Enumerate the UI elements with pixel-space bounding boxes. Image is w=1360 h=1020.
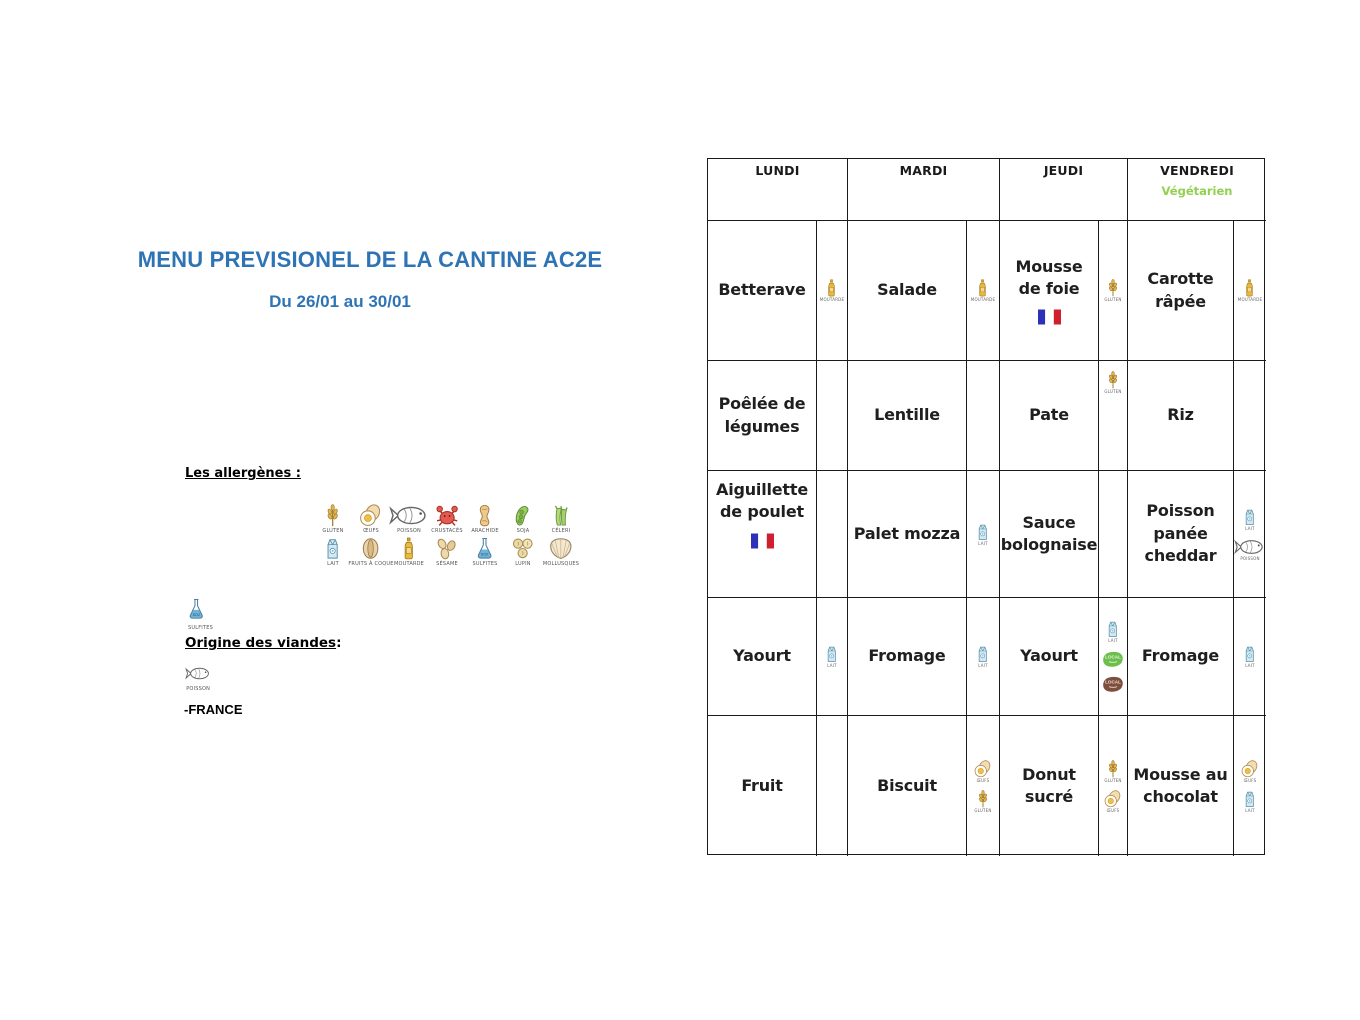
icon-caption: CRUSTACÉS: [431, 528, 463, 534]
icon-caption: LUPIN: [515, 561, 531, 567]
icon-caption: LAIT: [1245, 807, 1255, 813]
day-header-vendredi: [1128, 159, 1266, 221]
lait-icon: [976, 645, 990, 668]
icon-caption: GLUTEN: [1104, 777, 1122, 783]
icon-caption: SULFITES: [188, 625, 213, 631]
icon-caption: SÉSAME: [436, 561, 458, 567]
page-subtitle: Du 26/01 au 30/01: [269, 292, 411, 311]
dish-cell-accompagnements-2: [1000, 361, 1099, 471]
fruits-a-coque-icon: [348, 537, 394, 567]
lait-icon: [825, 645, 839, 668]
icon-caption: SOJA: [516, 528, 530, 534]
allergen-strip-entrees-0: [817, 221, 848, 361]
gluten-icon: [974, 790, 991, 813]
icon-caption: MOUTARDE: [1237, 297, 1263, 302]
allergen-strip-desserts-2: [1099, 716, 1128, 856]
dish-cell-laitages-0: [708, 598, 817, 716]
soja-icon: [504, 504, 542, 534]
allergen-strip-entrees-2: [1099, 221, 1128, 361]
dish-cell-accompagnements-1: [848, 361, 967, 471]
icon-caption: MOUTARDE: [819, 297, 845, 302]
icon-caption: ARACHIDE: [471, 528, 499, 534]
allergen-strip-laitages-1: [967, 598, 1000, 716]
gluten-icon: [1104, 760, 1121, 783]
allergen-strip-accompagnements-1: [967, 361, 1000, 471]
icon-caption: CÉLERI: [551, 528, 571, 534]
france-flag-icon: [750, 533, 775, 549]
icon-caption: LAIT: [978, 663, 988, 668]
dish-cell-entrees-0: [708, 221, 817, 361]
allergen-strip-accompagnements-0: [817, 361, 848, 471]
allergen-strip-accompagnements-2: [1099, 361, 1128, 471]
lait-icon: [1243, 790, 1257, 813]
lupin-icon: [504, 537, 542, 567]
lait-icon: [976, 523, 990, 546]
icon-caption: GLUTEN: [1104, 297, 1122, 302]
origin-heading-text: Origine des viandes: [185, 635, 337, 651]
celeri-icon: [542, 504, 580, 534]
poisson-icon: [185, 666, 211, 692]
dish-name: Biscuit: [877, 775, 937, 795]
dish-name: Fruit: [741, 775, 783, 795]
dish-cell-entrees-3: [1128, 221, 1234, 361]
lait-icon: [314, 537, 352, 567]
dish-cell-entrees-1: [848, 221, 967, 361]
svg-text:SO2: SO2: [192, 612, 200, 617]
dish-name: Carotte râpée: [1147, 269, 1214, 311]
dish-name: Fromage: [1141, 646, 1220, 666]
origin-heading-colon: :: [336, 635, 342, 651]
icon-caption: POISSON: [397, 528, 421, 534]
origin-country: -FRANCE: [184, 702, 243, 717]
icon-caption: SULFITES: [472, 561, 498, 567]
dish-cell-laitages-2: [1000, 598, 1099, 716]
day-label: VENDREDI: [1160, 163, 1234, 178]
dish-name: Betterave: [718, 280, 806, 300]
dish-cell-desserts-1: [848, 716, 967, 856]
allergen-strip-plats-2: [1099, 471, 1128, 598]
sulfites-icon: [188, 598, 213, 631]
icon-caption: POISSON: [186, 686, 211, 692]
poisson-icon: [390, 504, 428, 534]
day-note-vegetarien: Végétarien: [1161, 184, 1233, 198]
dish-name: Yaourt: [1020, 646, 1078, 666]
gluten-icon: [1104, 279, 1121, 302]
dish-cell-desserts-3: [1128, 716, 1234, 856]
icon-caption: MOUTARDE: [970, 297, 996, 302]
allergen-strip-laitages-3: [1234, 598, 1266, 716]
svg-text:LOCAL: LOCAL: [1105, 679, 1121, 685]
allergen-legend-row: [314, 537, 580, 567]
sulfites-icon: [466, 537, 504, 567]
allergen-strip-entrees-3: [1234, 221, 1266, 361]
dish-cell-plats-0: [708, 471, 817, 598]
page-title: MENU PREVISIONEL DE LA CANTINE AC2E: [137, 247, 603, 272]
allergen-strip-desserts-3: [1234, 716, 1266, 856]
weekly-menu-table: [707, 158, 1265, 855]
allergens-heading: Les allergènes :: [185, 466, 301, 481]
dish-cell-laitages-1: [848, 598, 967, 716]
day-header-lundi: [708, 159, 848, 221]
crustaces-icon: [428, 504, 466, 534]
dish-name: Poisson panée cheddar: [1144, 501, 1217, 566]
moutarde-icon: [1238, 279, 1262, 302]
allergen-strip-accompagnements-3: [1234, 361, 1266, 471]
dish-name: Palet mozza: [853, 523, 961, 543]
allergen-strip-entrees-1: [967, 221, 1000, 361]
dish-cell-entrees-2: [1000, 221, 1099, 361]
day-label: LUNDI: [755, 163, 800, 178]
icon-caption: LAIT: [978, 540, 988, 546]
moutarde-icon: [390, 537, 428, 567]
gluten-icon: [1104, 371, 1121, 394]
icon-caption: LAIT: [1245, 663, 1255, 668]
lait-icon: [1243, 645, 1257, 668]
allergen-strip-plats-0: [817, 471, 848, 598]
oeufs-icon: [973, 760, 993, 783]
dish-cell-plats-3: [1128, 471, 1234, 598]
allergen-strip-plats-1: [967, 471, 1000, 598]
icon-caption: GLUTEN: [974, 807, 992, 813]
poisson-icon: [1234, 538, 1266, 561]
icon-caption: POISSON: [1240, 555, 1260, 561]
dish-name: Fromage: [868, 646, 946, 666]
allergen-strip-desserts-0: [817, 716, 848, 856]
icon-caption: LAIT: [327, 561, 339, 567]
dish-name: Mousse de foie: [1015, 256, 1083, 298]
allergen-legend: [314, 504, 580, 570]
local-badge-green-icon: [1101, 650, 1125, 668]
moutarde-icon: [971, 279, 995, 302]
dish-name: Riz: [1167, 405, 1194, 425]
dish-cell-accompagnements-3: [1128, 361, 1234, 471]
sesame-icon: [428, 537, 466, 567]
allergen-strip-plats-3: [1234, 471, 1266, 598]
icon-caption: GLUTEN: [322, 528, 344, 534]
oeufs-icon: [1103, 790, 1123, 813]
dish-name: Salade: [877, 280, 937, 300]
dish-name: Lentille: [874, 405, 940, 425]
oeufs-icon: [352, 504, 390, 534]
france-flag-icon: [1037, 309, 1062, 325]
icon-caption: GLUTEN: [1104, 389, 1122, 394]
arachide-icon: [466, 504, 504, 534]
dish-name: Donut sucré: [1022, 764, 1076, 806]
allergen-strip-laitages-0: [817, 598, 848, 716]
svg-text:SO2: SO2: [481, 552, 489, 557]
dish-cell-plats-1: [848, 471, 967, 598]
icon-caption: LAIT: [1245, 525, 1255, 531]
icon-caption: LAIT: [1108, 638, 1118, 643]
day-label: JEUDI: [1043, 163, 1084, 178]
dish-name: Yaourt: [733, 646, 791, 666]
lait-icon: [1106, 620, 1120, 643]
origin-heading: [185, 635, 341, 651]
dish-cell-plats-2: [1000, 471, 1099, 598]
mollusques-icon: [542, 537, 580, 567]
dish-name: Mousse au chocolat: [1133, 764, 1228, 806]
icon-caption: MOUTARDE: [393, 561, 425, 567]
day-label: MARDI: [899, 163, 948, 178]
allergen-strip-laitages-2: [1099, 598, 1128, 716]
icon-caption: MOLLUSQUES: [542, 561, 580, 567]
dish-name: Aiguillette de poulet: [716, 480, 808, 522]
local-badge-brown-icon: [1101, 675, 1125, 693]
icon-caption: ŒUFS: [1243, 777, 1257, 783]
day-header-jeudi: [1000, 159, 1128, 221]
gluten-icon: [314, 504, 352, 534]
icon-caption: FRUITS À COQUE: [348, 561, 394, 567]
allergen-strip-desserts-1: [967, 716, 1000, 856]
icon-caption: ŒUFS: [1106, 807, 1120, 813]
dish-cell-accompagnements-0: [708, 361, 817, 471]
icon-caption: LAIT: [827, 663, 837, 668]
dish-name: Sauce bolognaise: [1000, 512, 1098, 554]
sulfites-icon: [188, 598, 213, 631]
dish-name: Poêlée de légumes: [718, 394, 806, 436]
svg-text:LOCAL: LOCAL: [1105, 654, 1121, 660]
allergen-legend-row: [314, 504, 580, 534]
day-header-mardi: [848, 159, 1000, 221]
moutarde-icon: [820, 279, 844, 302]
dish-name: Pate: [1029, 405, 1069, 425]
lait-icon: [1243, 508, 1257, 531]
icon-caption: ŒUFS: [363, 528, 379, 534]
dish-cell-laitages-3: [1128, 598, 1234, 716]
icon-caption: ŒUFS: [976, 777, 990, 783]
oeufs-icon: [1240, 760, 1260, 783]
poisson-icon: [185, 666, 211, 692]
dish-cell-desserts-2: [1000, 716, 1099, 856]
dish-cell-desserts-0: [708, 716, 817, 856]
